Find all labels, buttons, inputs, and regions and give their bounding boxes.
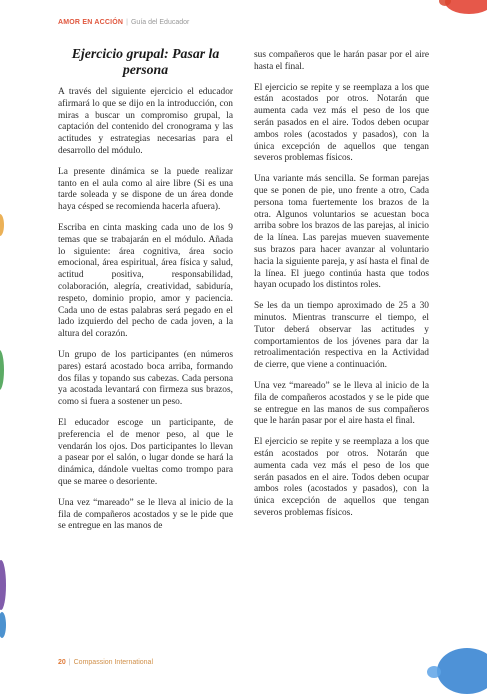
- paragraph: El ejercicio se repite y se reemplaza a los que están acostados por otros. Notarán que aumenta cada vez más el peso de los que serán pasados en el aire. Todos deben ocupar ambos roles (acostados y pasados), con la única excepción de aquellos que tengan severos problemas físicos.: [254, 82, 429, 164]
- header-guide-title: Guía del Educador: [130, 19, 190, 26]
- paragraph: sus compañeros que le harán pasar por el aire hasta el final.: [254, 50, 429, 72]
- paint-splash-left-mid: [0, 350, 4, 390]
- paragraph: A través del siguiente ejercicio el educador afirmará lo que se dijo en la introducción, con miras a buscar un compromiso grupal, la captación del contenido del cronograma y las actitudes y estrategias necesarias para el desarrollo del módulo.: [58, 87, 233, 156]
- paragraph: Una variante más sencilla. Se forman parejas que se ponen de pie, uno frente a otro, Cada persona toma fuertemente los brazos de la otra. Algunos voluntarios se acuestan boca arriba sobre los brazos de las parejas, al inicio de la línea. Las parejas mueven suavemente sus brazos para hacer avanzar al voluntario hacia la siguiente pareja, y así hasta el final de la línea. El juego continúa hasta que todos hayan ocupado los distintos roles.: [254, 174, 429, 291]
- footer-publication: Compassion International: [73, 659, 154, 666]
- paint-splash-bottom-right: [437, 648, 487, 694]
- paragraph: El educador escoge un participante, de preferencia el de menor peso, al que le vendarán los ojos. Dos participantes lo llevan a pasear por el salón, o lugar donde se hará la dinámica, dándole vueltas como trompo para que se maree o desoriente.: [58, 417, 233, 487]
- paragraph: El ejercicio se repite y se reemplaza a los que están acostados por otros. Notarán que aumenta cada vez más el peso de los que serán pasados en el aire. Todos deben ocupar ambos roles (acostados y pasados), con la única excepción de aquellos que tengan severos problemas físicos.: [254, 437, 429, 518]
- paint-splash-left-top: [0, 214, 4, 236]
- paragraph: Escriba en cinta masking cada uno de los 9 temas que se trabajarán en el módulo. Añada lo siguiente: área cognitiva, área socio emocional, área espiritual, área física y salud, actitud positiva, responsabilidad, colaboración, alegría, creatividad, sabiduría, respeto, dominio propio, amor y paciencia. Cada uno de estas palabras será pegado en el lado izquierdo del pecho de cada joven, a la altura del corazón.: [58, 222, 233, 340]
- paragraph: Un grupo de los participantes (en números pares) estará acostado boca arriba, formando dos filas y topando sus cabezas. Cada persona ya acostada levantará con firmeza sus brazos, como si fuera a sostener un peso.: [58, 349, 233, 408]
- paint-splash-bottom-right-small: [427, 666, 441, 678]
- paint-splash-left-bottom: [0, 612, 6, 638]
- paint-splash-left-low: [0, 560, 6, 610]
- footer-separator: |: [68, 659, 71, 666]
- left-column: [58, 46, 233, 542]
- paragraph: Una vez “mareado” se le lleva al inicio de la fila de compañeros acostados y se le pide que se entregue en las manos de sus compañeros que le harán pasar por el aire hasta el final.: [254, 380, 429, 427]
- page-footer: [58, 659, 153, 666]
- page-header: [58, 19, 189, 26]
- paragraph: La presente dinámica se la puede realizar tanto en el aula como al aire libre (Si es una tarde soleada y se dispone de un área donde haya césped se recomienda hacerla afuera).: [58, 166, 233, 213]
- section-title: Ejercicio grupal: Pasar la persona: [71, 46, 220, 77]
- paragraph: Una vez “mareado” se le lleva al inicio de la fila de compañeros acostados y se le pide que se entregue en las manos de: [58, 497, 233, 532]
- paint-splash-top-right: [445, 0, 487, 14]
- header-brand: AMOR EN ACCIÓN: [58, 19, 124, 26]
- paragraph: Se les da un tiempo aproximado de 25 a 30 minutos. Mientras transcurre el tiempo, el Tutor deberá observar las actitudes y comportamientos de los jóvenes para dar la retroalimentación respectiva en la Actividad de cierre, que viene a continuación.: [254, 301, 429, 371]
- header-separator: |: [126, 19, 128, 26]
- page-number: 20: [58, 659, 66, 666]
- right-column: [254, 50, 429, 529]
